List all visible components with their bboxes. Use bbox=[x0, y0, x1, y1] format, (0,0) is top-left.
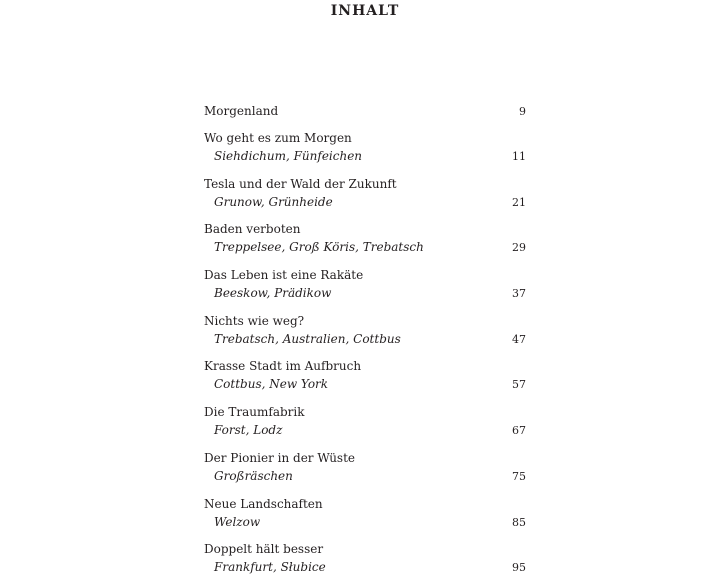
toc-entry bbox=[204, 540, 526, 586]
toc-entry-page: 57 bbox=[512, 378, 526, 392]
toc-entry-title: Doppelt hält besser bbox=[204, 542, 324, 557]
toc-entry-subtitle: Welzow bbox=[214, 514, 261, 529]
toc-entry-subtitle: Cottbus, New York bbox=[214, 377, 329, 392]
toc-entry-subtitle: Forst, Lodz bbox=[214, 423, 283, 438]
toc-entry-title: Neue Landschaften bbox=[204, 496, 323, 511]
toc-entry-subtitle: Siehdichum, Fünfeichen bbox=[214, 149, 363, 163]
toc-entry bbox=[204, 495, 526, 541]
table-of-contents bbox=[204, 102, 526, 586]
toc-entry-title: Die Traumfabrik bbox=[204, 405, 305, 420]
toc-entry-title: Morgenland bbox=[204, 104, 279, 118]
toc-entry-subtitle: Frankfurt, Słubice bbox=[214, 560, 326, 575]
toc-entry-page: 95 bbox=[512, 561, 526, 575]
toc-entry bbox=[204, 220, 526, 266]
toc-entry-page: 85 bbox=[512, 515, 526, 529]
toc-entry-title: Nichts wie weg? bbox=[204, 313, 305, 328]
toc-entry-subtitle: Treppelsee, Groß Köris, Trebatsch bbox=[214, 240, 424, 255]
toc-entry bbox=[204, 129, 526, 175]
toc-entry-subtitle: Beeskow, Prädikow bbox=[214, 286, 332, 301]
toc-entry-page: 9 bbox=[519, 105, 526, 118]
toc-entry-title: Das Leben ist eine Rakäte bbox=[204, 268, 364, 283]
toc-entry-title: Wo geht es zum Morgen bbox=[204, 131, 352, 145]
toc-entry-page: 37 bbox=[512, 287, 526, 301]
toc-entry-subtitle: Großräschen bbox=[214, 468, 293, 483]
toc-entry-title: Tesla und der Wald der Zukunft bbox=[204, 176, 397, 191]
page-title: INHALT bbox=[330, 3, 400, 19]
toc-entry-page: 47 bbox=[512, 332, 526, 346]
toc-entry-page: 21 bbox=[512, 195, 526, 209]
toc-entry-title: Krasse Stadt im Aufbruch bbox=[204, 359, 362, 374]
toc-entry-page: 67 bbox=[512, 424, 526, 438]
toc-entry-subtitle: Trebatsch, Australien, Cottbus bbox=[214, 331, 401, 346]
toc-entry bbox=[204, 403, 526, 449]
toc-entry bbox=[204, 266, 526, 312]
toc-entry-page: 75 bbox=[512, 469, 526, 483]
toc-entry bbox=[204, 175, 526, 221]
toc-entry-page: 11 bbox=[512, 150, 526, 163]
toc-entry-title: Baden verboten bbox=[204, 222, 301, 237]
toc-entry-title: Der Pionier in der Wüste bbox=[204, 450, 356, 465]
toc-entry bbox=[204, 357, 526, 403]
toc-entry bbox=[204, 449, 526, 495]
toc-entry-subtitle: Grunow, Grünheide bbox=[214, 194, 333, 209]
toc-entry bbox=[204, 102, 526, 129]
toc-entry-page: 29 bbox=[512, 241, 526, 255]
toc-entry bbox=[204, 312, 526, 358]
